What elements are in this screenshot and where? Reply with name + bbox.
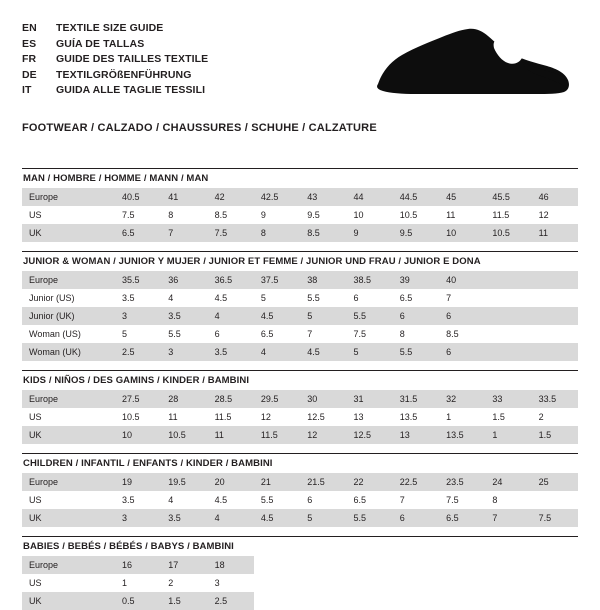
- language-row: [22, 37, 208, 52]
- section-title: CHILDREN / INFANTIL / ENFANTS / KINDER / BAMBINI: [22, 453, 578, 473]
- cell: 4.5: [254, 509, 300, 527]
- cell: 10: [115, 426, 161, 444]
- cell: [532, 343, 578, 361]
- cell: [532, 271, 578, 289]
- cell: 3: [115, 307, 161, 325]
- cell: 5.5: [168, 328, 181, 339]
- cell: 2: [168, 577, 174, 588]
- row-label: Europe: [22, 188, 115, 206]
- cell: 5.5: [260, 494, 274, 505]
- cell: 41: [161, 188, 207, 206]
- cell: 33: [485, 390, 531, 408]
- cell: 3.5: [161, 509, 207, 527]
- cell: [485, 325, 531, 343]
- row-label: UK: [22, 426, 115, 444]
- cell: [532, 491, 578, 509]
- cell: [485, 289, 531, 307]
- row-label: Europe: [22, 473, 115, 491]
- table-row: [22, 390, 578, 408]
- cell: 5.5: [307, 292, 320, 303]
- cell: 6.5: [399, 292, 413, 303]
- cell: 8: [492, 494, 498, 505]
- cell: 4.5: [300, 343, 346, 361]
- table-row: [22, 271, 578, 289]
- cell: 12.5: [346, 426, 392, 444]
- language-title: GUÍA DE TALLAS: [56, 37, 145, 50]
- cell: 13: [353, 411, 364, 422]
- cell: 11: [446, 209, 456, 220]
- cell: 9.5: [307, 209, 320, 220]
- cell: 35.5: [115, 271, 161, 289]
- cell: 9: [346, 224, 392, 242]
- cell: 4.5: [254, 307, 300, 325]
- cell: 6: [353, 292, 359, 303]
- cell: 3.5: [208, 343, 254, 361]
- cell: 11.5: [254, 426, 300, 444]
- row-label: UK: [22, 592, 115, 610]
- cell: [532, 307, 578, 325]
- language-title: TEXTILE SIZE GUIDE: [56, 22, 164, 34]
- cell: 4.5: [214, 292, 228, 303]
- cell: 28: [161, 390, 207, 408]
- cell: 8.5: [214, 209, 228, 220]
- cell: 13: [393, 426, 439, 444]
- row-label: US: [29, 577, 42, 588]
- cell: 5: [346, 343, 392, 361]
- cell: 6: [214, 328, 220, 339]
- cell: 32: [439, 390, 485, 408]
- cell-empty: [300, 574, 346, 592]
- cell-empty: [393, 592, 439, 610]
- cell: 39: [393, 271, 439, 289]
- cell: 19.5: [161, 473, 207, 491]
- cell: 5: [260, 292, 266, 303]
- section-title: MAN / HOMBRE / HOMME / MANN / MAN: [22, 168, 578, 188]
- cell: 12: [538, 209, 549, 220]
- size-table-kids: [22, 390, 578, 444]
- cell: 5: [300, 509, 346, 527]
- cell: 9.5: [393, 224, 439, 242]
- cell: 45.5: [485, 188, 531, 206]
- table-row: [22, 473, 578, 491]
- document-header: [22, 20, 578, 108]
- section-spacer: [22, 361, 578, 370]
- cell-empty: [393, 574, 439, 592]
- cell: 7: [446, 292, 452, 303]
- cell: 7.5: [353, 328, 366, 339]
- table-row: [22, 556, 578, 574]
- cell: 4.5: [214, 494, 228, 505]
- cell-empty: [485, 574, 531, 592]
- cell-empty: [485, 592, 531, 610]
- cell-empty: [346, 592, 392, 610]
- cell-empty: [300, 556, 346, 574]
- section-spacer: [22, 527, 578, 536]
- row-label: UK: [22, 224, 115, 242]
- cell: 2.5: [208, 592, 254, 610]
- language-row: [22, 52, 208, 67]
- section-man: [22, 168, 578, 242]
- cell-empty: [439, 556, 485, 574]
- cell: 10.5: [161, 426, 207, 444]
- cell: 7: [399, 494, 405, 505]
- cell: 8: [399, 328, 405, 339]
- cell: 42.5: [254, 188, 300, 206]
- cell: 9: [260, 209, 266, 220]
- cell: 4: [168, 494, 174, 505]
- cell: 5: [300, 307, 346, 325]
- cell-empty: [254, 592, 300, 610]
- cell: 10.5: [122, 411, 140, 422]
- section-junior-woman: [22, 251, 578, 361]
- table-row: [22, 307, 578, 325]
- cell: [532, 325, 578, 343]
- table-row: [22, 289, 578, 307]
- section-spacer: [22, 242, 578, 251]
- cell: 18: [208, 556, 254, 574]
- section-babies: [22, 536, 578, 610]
- cell: 10.5: [485, 224, 531, 242]
- cell: 36: [161, 271, 207, 289]
- cell: 7.5: [532, 509, 578, 527]
- cell-empty: [439, 592, 485, 610]
- cell-empty: [346, 556, 392, 574]
- cell: 8.5: [446, 328, 459, 339]
- cell: 12.5: [307, 411, 325, 422]
- footwear-category-line: FOOTWEAR / CALZADO / CHAUSSURES / SCHUHE / CALZATURE: [22, 122, 377, 134]
- cell: 11.5: [214, 411, 232, 422]
- row-label: Woman (UK): [22, 343, 115, 361]
- language-code: DE: [22, 68, 37, 81]
- cell: 3: [214, 577, 220, 588]
- cell: 42: [208, 188, 254, 206]
- cell: 6: [439, 307, 485, 325]
- language-code: FR: [22, 53, 37, 65]
- cell: 33.5: [532, 390, 578, 408]
- table-row: [22, 426, 578, 444]
- section-title: JUNIOR & WOMAN / JUNIOR Y MUJER / JUNIOR ET FEMME / JUNIOR UND FRAU / JUNIOR E DONA: [22, 251, 578, 271]
- cell: 0.5: [115, 592, 161, 610]
- cell-empty: [254, 556, 300, 574]
- cell: 45: [439, 188, 485, 206]
- cell: 22: [346, 473, 392, 491]
- table-row: [22, 325, 578, 343]
- row-label: Woman (US): [29, 328, 81, 339]
- cell: 6.5: [439, 509, 485, 527]
- cell: 36.5: [208, 271, 254, 289]
- cell: 1: [122, 577, 128, 588]
- language-title: TEXTILGRÖßENFÜHRUNG: [56, 68, 192, 81]
- cell: 5.5: [346, 509, 392, 527]
- cell: 10: [353, 209, 364, 220]
- dress-shoe-icon: [372, 22, 572, 108]
- cell: 11: [532, 224, 578, 242]
- cell: 20: [208, 473, 254, 491]
- cell: 7: [485, 509, 531, 527]
- cell: 29.5: [254, 390, 300, 408]
- row-label: UK: [22, 509, 115, 527]
- cell-empty: [439, 574, 485, 592]
- section-title: BABIES / BEBÉS / BÉBÉS / BABYS / BAMBINI: [22, 536, 578, 556]
- cell: 10.5: [399, 209, 418, 220]
- row-label: Europe: [22, 390, 115, 408]
- language-code: ES: [22, 37, 37, 50]
- cell: 38.5: [346, 271, 392, 289]
- table-row: [22, 574, 578, 592]
- size-table-junior-woman: [22, 271, 578, 361]
- cell-empty: [254, 574, 300, 592]
- cell-empty: [532, 574, 578, 592]
- cell: 7: [161, 224, 207, 242]
- cell: 8.5: [300, 224, 346, 242]
- cell: 1.5: [161, 592, 207, 610]
- cell: 11: [208, 426, 254, 444]
- cell: 4: [208, 307, 254, 325]
- cell: 3.5: [122, 292, 135, 303]
- cell: 2: [538, 411, 544, 422]
- language-code: IT: [22, 84, 32, 96]
- cell: 44: [346, 188, 392, 206]
- cell: 11: [168, 411, 178, 422]
- cell: 4: [254, 343, 300, 361]
- row-label: Junior (UK): [22, 307, 115, 325]
- table-row: [22, 343, 578, 361]
- cell: 13.5: [399, 411, 418, 422]
- cell: 8: [168, 209, 174, 220]
- table-row: [22, 224, 578, 242]
- cell: 23.5: [439, 473, 485, 491]
- language-code: EN: [22, 22, 37, 34]
- cell: 40.5: [115, 188, 161, 206]
- size-table-man: [22, 188, 578, 242]
- cell: 3.5: [122, 494, 135, 505]
- section-children: [22, 453, 578, 527]
- cell: [485, 307, 531, 325]
- language-row: [22, 21, 208, 36]
- cell: 10: [439, 224, 485, 242]
- cell: 7.5: [122, 209, 135, 220]
- cell: 46: [532, 188, 578, 206]
- cell: 16: [115, 556, 161, 574]
- cell: 17: [161, 556, 207, 574]
- cell: 1.5: [532, 426, 578, 444]
- language-title: GUIDA ALLE TAGLIE TESSILI: [56, 84, 206, 96]
- cell: 6.5: [115, 224, 161, 242]
- cell: 37.5: [254, 271, 300, 289]
- cell: 24: [485, 473, 531, 491]
- cell: 44.5: [393, 188, 439, 206]
- section-title: KIDS / NIÑOS / DES GAMINS / KINDER / BAMBINI: [22, 370, 578, 390]
- cell: 12: [300, 426, 346, 444]
- language-row: [22, 83, 208, 98]
- cell: 6.5: [260, 328, 274, 339]
- cell: 6: [307, 494, 313, 505]
- row-label: US: [29, 411, 42, 422]
- cell: 8: [254, 224, 300, 242]
- cell: 12: [260, 411, 271, 422]
- cell: 3: [115, 509, 161, 527]
- cell: 22.5: [393, 473, 439, 491]
- cell: 11.5: [492, 209, 510, 220]
- table-row: [22, 491, 578, 509]
- cell: 5.5: [346, 307, 392, 325]
- cell: 31: [346, 390, 392, 408]
- cell: 38: [300, 271, 346, 289]
- cell: 19: [115, 473, 161, 491]
- cell-empty: [346, 574, 392, 592]
- row-label: Europe: [22, 556, 115, 574]
- cell: 6: [393, 509, 439, 527]
- cell: 6: [393, 307, 439, 325]
- cell-empty: [485, 556, 531, 574]
- cell-empty: [393, 556, 439, 574]
- table-row: [22, 592, 578, 610]
- cell: 5: [122, 328, 128, 339]
- cell: 7: [307, 328, 313, 339]
- size-table-babies: [22, 556, 578, 610]
- cell: [532, 289, 578, 307]
- section-spacer: [22, 444, 578, 453]
- cell: 3.5: [161, 307, 207, 325]
- cell-empty: [300, 592, 346, 610]
- cell: 3: [161, 343, 207, 361]
- cell: 27.5: [115, 390, 161, 408]
- table-row: [22, 188, 578, 206]
- row-label: US: [29, 494, 42, 505]
- cell: 40: [439, 271, 485, 289]
- cell: 1: [446, 411, 452, 422]
- cell: 5.5: [393, 343, 439, 361]
- row-label: US: [29, 209, 42, 220]
- cell: 30: [300, 390, 346, 408]
- cell: 4: [208, 509, 254, 527]
- cell-empty: [532, 592, 578, 610]
- cell: 43: [300, 188, 346, 206]
- cell: [485, 343, 531, 361]
- table-row: [22, 408, 578, 426]
- cell: 4: [168, 292, 174, 303]
- cell: 28.5: [208, 390, 254, 408]
- cell: 1: [485, 426, 531, 444]
- language-row: [22, 68, 208, 83]
- size-table-children: [22, 473, 578, 527]
- section-kids: [22, 370, 578, 444]
- cell: [485, 271, 531, 289]
- header-spacer: [22, 134, 578, 168]
- cell: 7.5: [208, 224, 254, 242]
- row-label: Junior (US): [29, 292, 75, 303]
- table-row: [22, 206, 578, 224]
- table-row: [22, 509, 578, 527]
- cell: 31.5: [393, 390, 439, 408]
- cell-empty: [532, 556, 578, 574]
- cell: 21: [254, 473, 300, 491]
- cell: 2.5: [115, 343, 161, 361]
- cell: 21.5: [300, 473, 346, 491]
- cell: 7.5: [446, 494, 459, 505]
- cell: 6: [439, 343, 485, 361]
- cell: 6.5: [353, 494, 366, 505]
- row-label: Europe: [22, 271, 115, 289]
- language-title-list: [22, 20, 208, 98]
- cell: 13.5: [439, 426, 485, 444]
- cell: 25: [532, 473, 578, 491]
- cell: 1.5: [492, 411, 505, 422]
- language-title: GUIDE DES TAILLES TEXTILE: [56, 53, 209, 65]
